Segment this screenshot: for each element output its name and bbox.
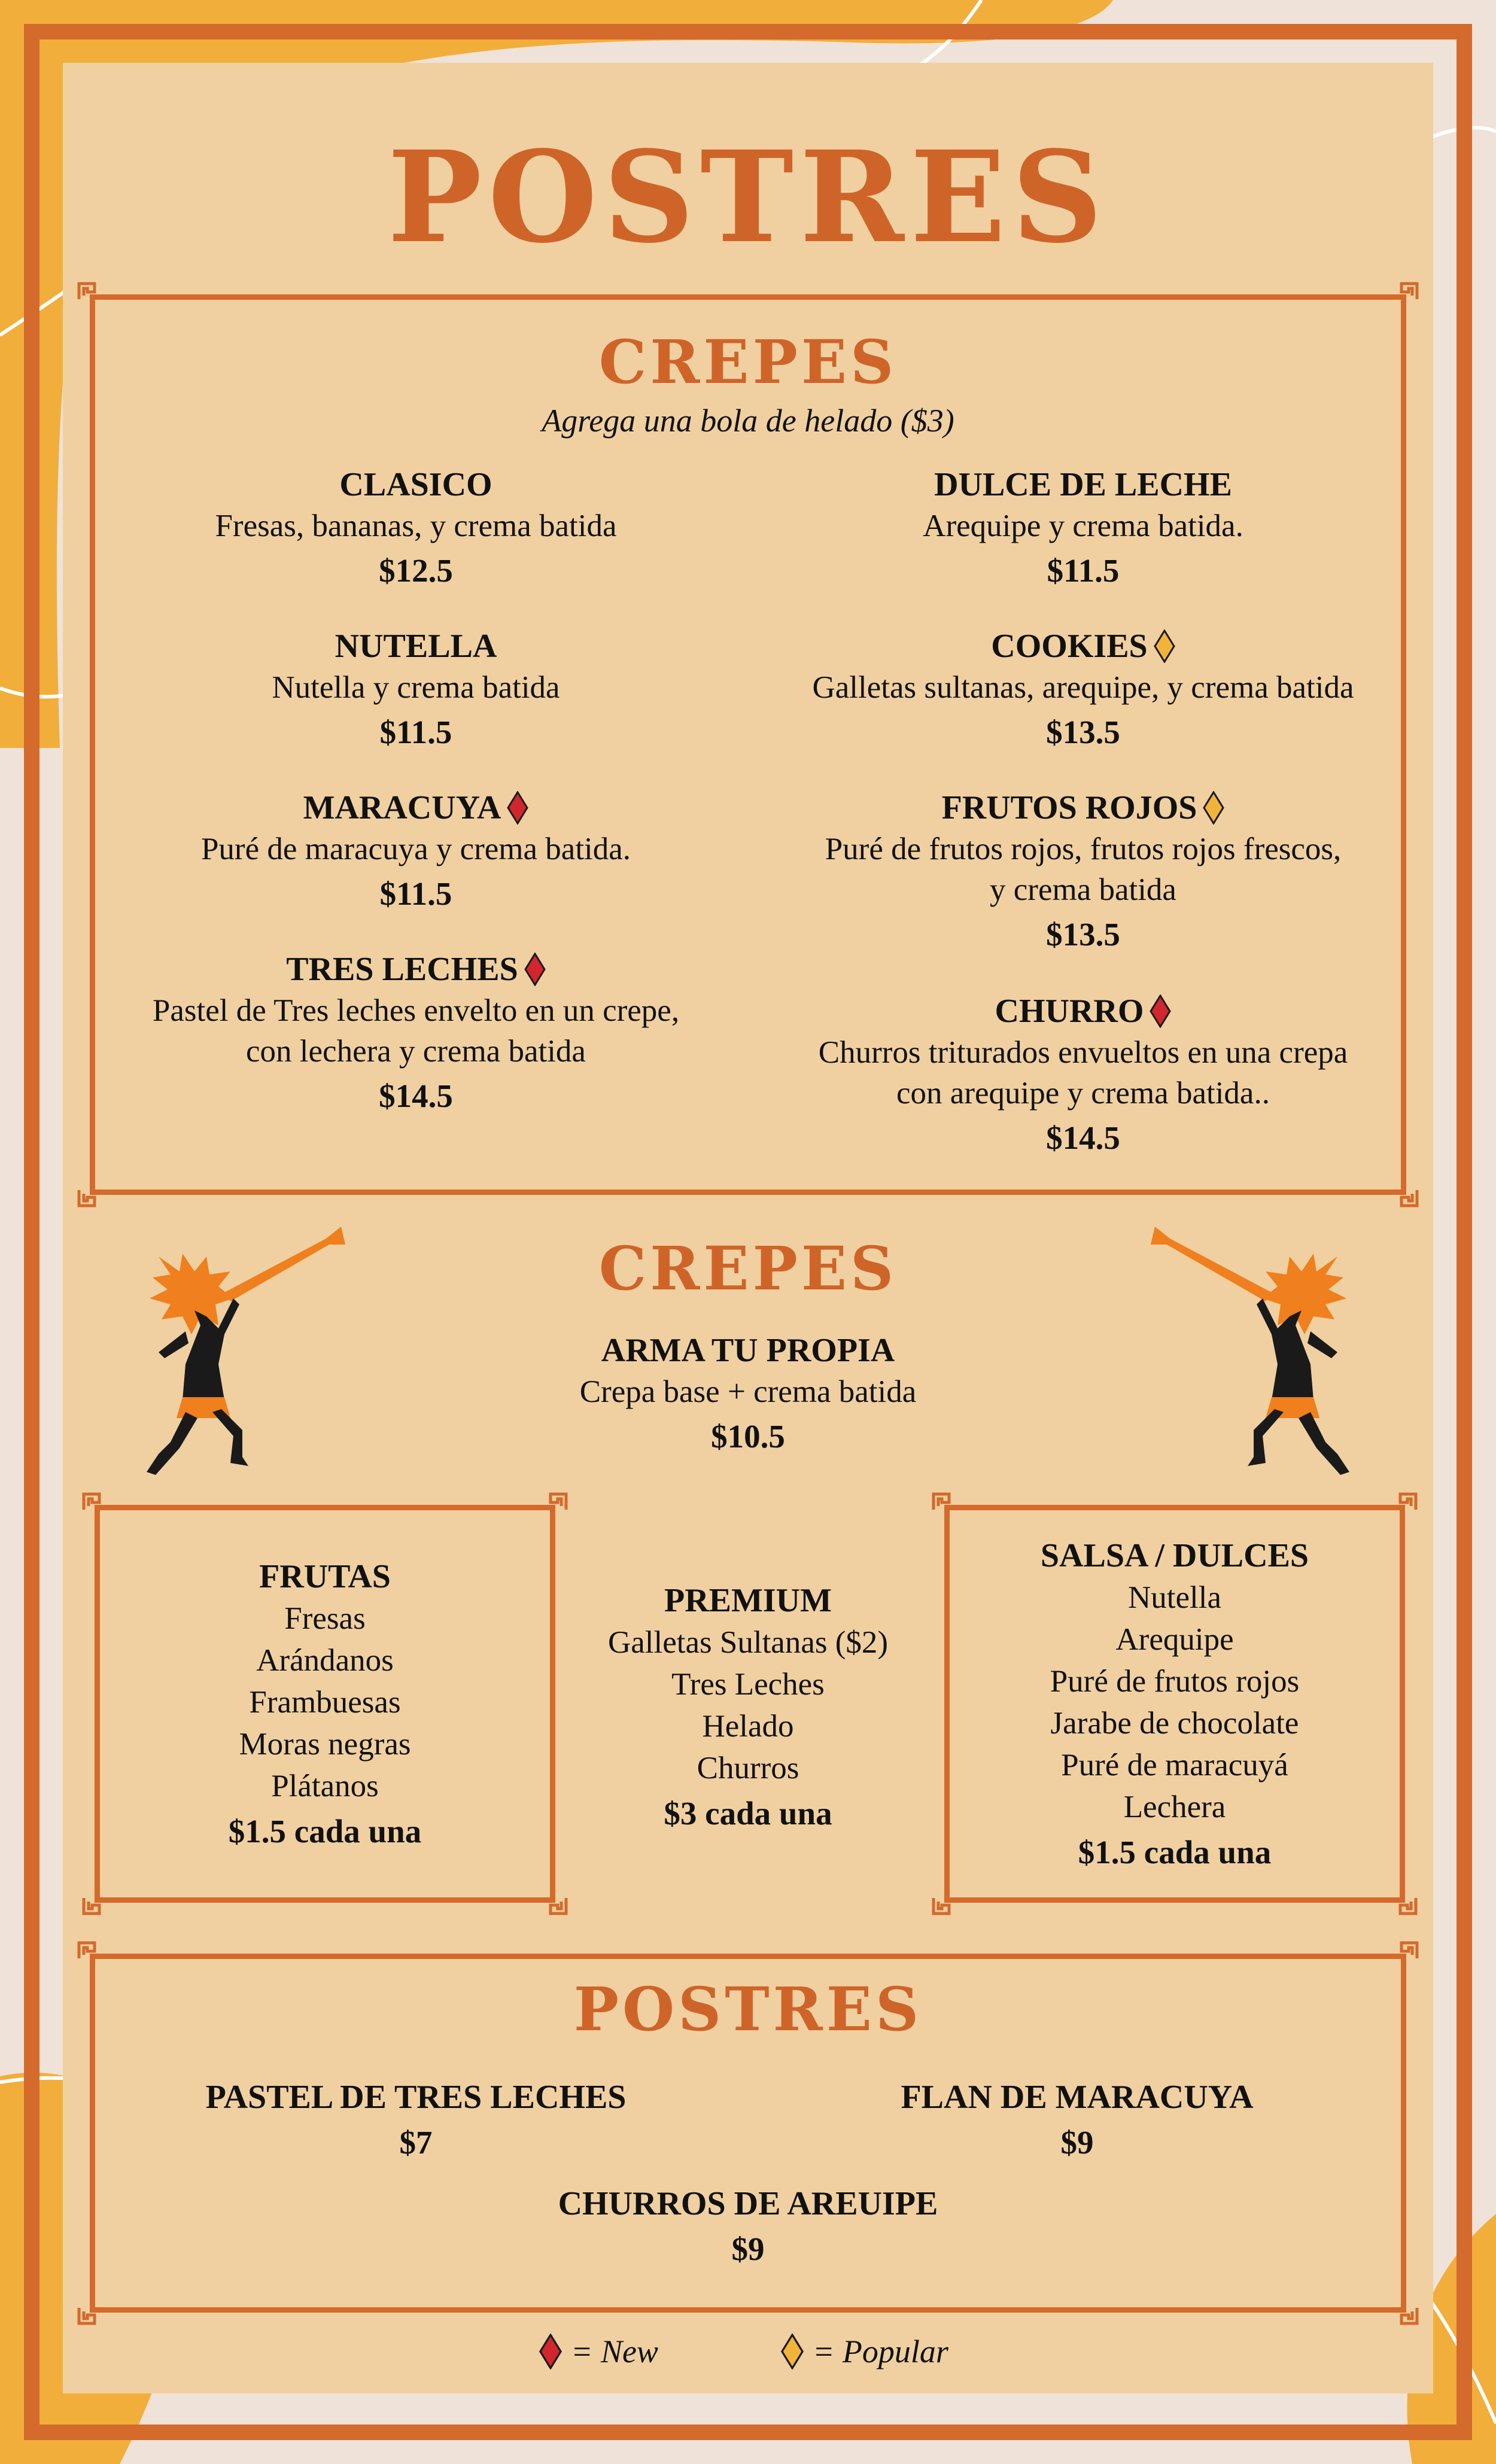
premium-title: PREMIUM (664, 1582, 832, 1619)
postre-name: FLAN DE MARACUYA (901, 2079, 1254, 2116)
premium-item: Helado (702, 1709, 794, 1744)
popular-diamond-icon (1203, 791, 1224, 825)
crepe-item-churro (754, 990, 1412, 1163)
frutas-item: Fresas (284, 1601, 366, 1636)
crepe-desc: Nutella y crema batida (272, 670, 560, 705)
corner-ornament-icon (548, 1896, 568, 1916)
corner-ornament-icon (77, 2305, 97, 2326)
dancer-trumpet-right-illustration (1146, 1221, 1361, 1484)
crepe-item-frutos-rojos (754, 787, 1412, 959)
postre-item-churros (449, 2183, 1047, 2274)
crepe-desc: Fresas, bananas, y crema batida (215, 509, 617, 543)
premium-item: Tres Leches (671, 1667, 825, 1702)
new-diamond-icon (524, 953, 546, 986)
crepe-name: FRUTOS ROJOS (941, 789, 1197, 826)
crepe-desc: Churros triturados envueltos en una crepa (818, 1035, 1348, 1070)
salsas-item: Arequipe (1115, 1622, 1234, 1657)
frutas-item: Frambuesas (249, 1685, 401, 1720)
crepe-item-cookies (754, 625, 1412, 757)
crepes-heading: CREPES (598, 327, 898, 397)
crepe-name: NUTELLA (335, 628, 497, 665)
crepe-price: $14.5 (379, 1078, 453, 1114)
salsas-list (944, 1535, 1405, 1877)
build-name: ARMA TU PROPIA (601, 1332, 895, 1369)
frutas-item: Moras negras (239, 1727, 411, 1762)
corner-ornament-icon (931, 1492, 951, 1512)
corner-ornament-icon (1399, 281, 1419, 302)
popular-diamond-icon (1154, 629, 1175, 663)
dancer-trumpet-left-illustration (135, 1221, 350, 1484)
premium-item: Galletas Sultanas ($2) (607, 1625, 889, 1660)
crepe-price: $11.5 (1047, 552, 1120, 589)
crepe-item-tres-leches (117, 948, 715, 1121)
frutas-price: $1.5 cada una (228, 1813, 422, 1849)
salsas-item: Puré de maracuyá (1061, 1748, 1288, 1782)
crepe-name: CLASICO (339, 466, 492, 503)
crepe-desc: Galletas sultanas, arequipe, y crema batida (812, 670, 1354, 705)
corner-ornament-icon (931, 1896, 951, 1916)
corner-ornament-icon (548, 1492, 568, 1512)
corner-ornament-icon (1399, 2305, 1419, 2326)
new-diamond-icon (1150, 994, 1171, 1028)
postres-heading: POSTRES (573, 1974, 923, 2045)
build-price: $10.5 (711, 1418, 785, 1455)
crepe-item-dulce-de-leche (784, 464, 1382, 595)
premium-price: $3 cada una (664, 1795, 832, 1832)
salsas-item: Jarabe de chocolate (1050, 1706, 1299, 1741)
crepe-name: DULCE DE LECHE (934, 466, 1232, 503)
corner-ornament-icon (1398, 1896, 1418, 1916)
crepes-subtitle: Agrega una bola de helado ($3) (542, 403, 954, 439)
salsas-item: Lechera (1123, 1790, 1226, 1824)
crepe-desc-line2: con arequipe y crema batida.. (896, 1076, 1270, 1111)
crepe-item-nutella (117, 625, 715, 757)
salsas-item: Puré de frutos rojos (1050, 1664, 1300, 1699)
frutas-item: Arándanos (256, 1643, 394, 1678)
frutas-list (95, 1556, 555, 1856)
page-title: POSTRES (387, 123, 1109, 271)
crepe-price: $13.5 (1046, 714, 1120, 750)
frutas-item: Plátanos (271, 1769, 379, 1803)
crepe-name: MARACUYA (303, 789, 501, 826)
new-diamond-icon (507, 791, 528, 825)
postre-item-tres-leches (117, 2076, 715, 2167)
crepe-desc: Puré de frutos rojos, frutos rojos frescos, (825, 832, 1342, 866)
corner-ornament-icon (81, 1896, 102, 1916)
salsas-item: Nutella (1128, 1580, 1221, 1615)
corner-ornament-icon (1399, 1188, 1419, 1208)
corner-ornament-icon (77, 281, 97, 302)
crepe-desc-line2: y crema batida (990, 872, 1176, 907)
corner-ornament-icon (77, 1188, 97, 1208)
postre-price: $7 (399, 2124, 433, 2161)
crepe-price: $12.5 (379, 552, 453, 589)
popular-diamond-icon (780, 2334, 804, 2369)
crepe-price: $13.5 (1046, 916, 1120, 953)
crepe-name: CHURRO (995, 993, 1144, 1030)
postre-item-flan (778, 2076, 1376, 2167)
crepe-item-maracuya (117, 787, 715, 918)
corner-ornament-icon (77, 1940, 97, 1961)
corner-ornament-icon (1398, 1492, 1418, 1512)
postre-price: $9 (731, 2231, 765, 2267)
crepe-item-clasico (117, 464, 715, 595)
premium-list (562, 1580, 934, 1838)
postre-price: $9 (1060, 2124, 1094, 2161)
salsas-title: SALSA / DULCES (1040, 1537, 1309, 1574)
crepe-desc: Arequipe y crema batida. (923, 509, 1243, 543)
frutas-title: FRUTAS (259, 1558, 391, 1595)
crepe-name: TRES LECHES (286, 951, 518, 988)
crepe-price: $11.5 (379, 714, 452, 750)
build-heading: CREPES (598, 1233, 898, 1304)
crepe-name: COOKIES (991, 628, 1148, 665)
salsas-price: $1.5 cada una (1078, 1834, 1272, 1870)
crepe-price: $11.5 (379, 875, 452, 912)
crepe-desc-line2: con lechera y crema batida (246, 1034, 586, 1069)
build-desc: Crepa base + crema batida (579, 1374, 917, 1409)
legend (539, 2331, 1017, 2372)
crepe-desc: Puré de maracuya y crema batida. (200, 832, 631, 866)
build-your-own-item (449, 1330, 1047, 1461)
crepe-price: $14.5 (1046, 1120, 1120, 1156)
crepe-desc: Pastel de Tres leches envelto en un crepe, (152, 993, 680, 1028)
premium-item: Churros (697, 1751, 799, 1785)
corner-ornament-icon (81, 1492, 102, 1512)
legend-new-label: = New (571, 2334, 658, 2369)
postre-name: PASTEL DE TRES LECHES (205, 2079, 627, 2116)
postre-name: CHURROS DE AREUIPE (558, 2185, 938, 2222)
legend-popular-label: = Popular (812, 2334, 948, 2369)
corner-ornament-icon (1399, 1940, 1419, 1961)
new-diamond-icon (539, 2334, 562, 2369)
